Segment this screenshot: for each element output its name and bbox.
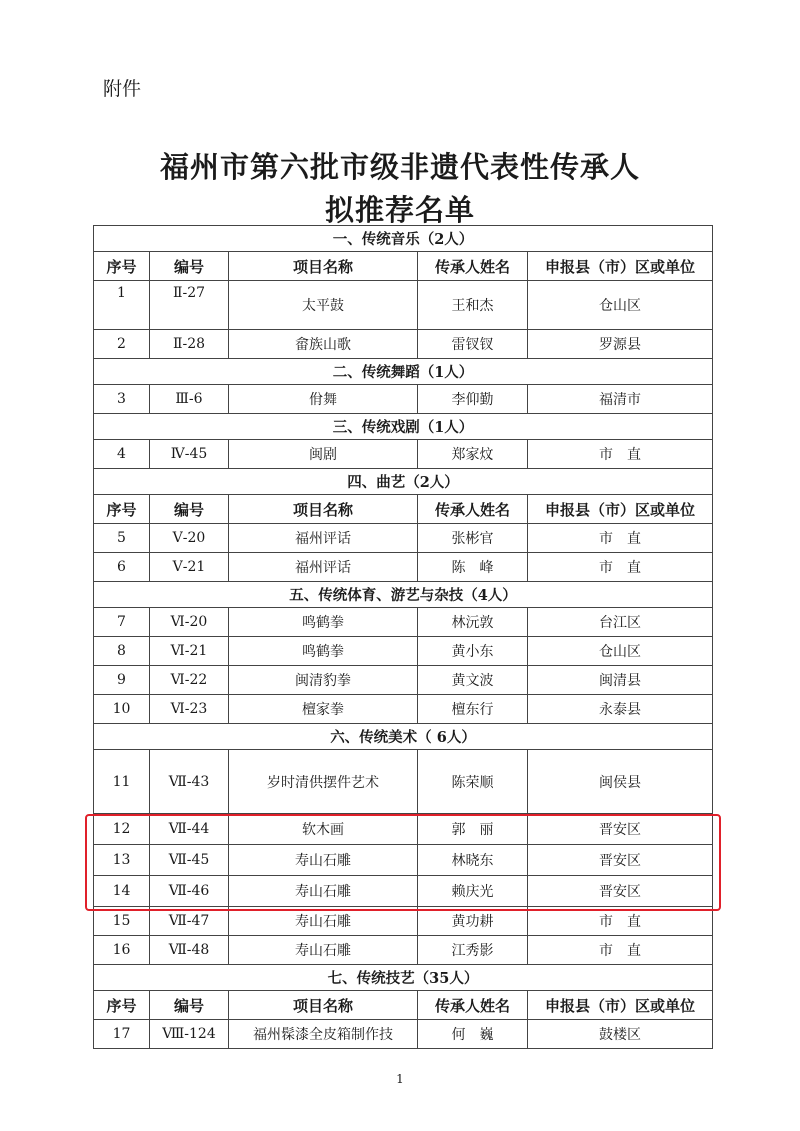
inheritor-name: 李仰勤: [418, 385, 528, 414]
reporting-unit: 仓山区: [528, 281, 713, 330]
inheritor-name: 檀东行: [418, 695, 528, 724]
reporting-unit: 市 直: [528, 907, 713, 936]
column-header-reporting-unit: 申报县（市）区或单位: [528, 991, 713, 1020]
item-code: Ⅵ-20: [150, 608, 229, 637]
project-name: 闽剧: [229, 440, 418, 469]
inheritor-name: 陈荣顺: [418, 750, 528, 814]
inheritor-name: 郑家炆: [418, 440, 528, 469]
reporting-unit: 市 直: [528, 524, 713, 553]
reporting-unit: 晋安区: [528, 845, 713, 876]
row-number: 13: [94, 845, 150, 876]
item-code: Ⅴ-20: [150, 524, 229, 553]
item-code: Ⅴ-21: [150, 553, 229, 582]
table-row: [94, 936, 713, 965]
column-header-row-number: 序号: [94, 495, 150, 524]
reporting-unit: 鼓楼区: [528, 1020, 713, 1049]
reporting-unit: 罗源县: [528, 330, 713, 359]
section-title-row: [94, 582, 713, 608]
item-code: Ⅵ-23: [150, 695, 229, 724]
column-header-project-name: 项目名称: [229, 252, 418, 281]
reporting-unit: 仓山区: [528, 637, 713, 666]
section-title-row: [94, 469, 713, 495]
row-number: 17: [94, 1020, 150, 1049]
nominee-table: [93, 225, 713, 1049]
row-number: 10: [94, 695, 150, 724]
section-title-row: [94, 226, 713, 252]
section-title: 二、传统舞蹈（1人）: [94, 359, 713, 385]
nominee-table-body: [94, 226, 713, 1049]
reporting-unit: 台江区: [528, 608, 713, 637]
table-row: [94, 330, 713, 359]
reporting-unit: 福清市: [528, 385, 713, 414]
item-code: Ⅶ-43: [150, 750, 229, 814]
row-number: 7: [94, 608, 150, 637]
project-name: 福州评话: [229, 553, 418, 582]
column-header-row: [94, 991, 713, 1020]
project-name: 福州评话: [229, 524, 418, 553]
column-header-project-name: 项目名称: [229, 495, 418, 524]
inheritor-name: 黄小东: [418, 637, 528, 666]
reporting-unit: 市 直: [528, 440, 713, 469]
attachment-label: 附件: [103, 78, 142, 100]
reporting-unit: 晋安区: [528, 814, 713, 845]
column-header-inheritor-name: 传承人姓名: [418, 991, 528, 1020]
inheritor-name: 何 巍: [418, 1020, 528, 1049]
project-name: 檀家拳: [229, 695, 418, 724]
section-title: 一、传统音乐（2人）: [94, 226, 713, 252]
row-number: 1: [94, 281, 150, 330]
table-row: [94, 281, 713, 330]
column-header-inheritor-name: 传承人姓名: [418, 252, 528, 281]
column-header-item-code: 编号: [150, 252, 229, 281]
table-row: [94, 637, 713, 666]
inheritor-name: 赖庆光: [418, 876, 528, 907]
column-header-row: [94, 495, 713, 524]
item-code: Ⅶ-47: [150, 907, 229, 936]
table-row: [94, 608, 713, 637]
section-title: 四、曲艺（2人）: [94, 469, 713, 495]
reporting-unit: 闽侯县: [528, 750, 713, 814]
item-code: Ⅶ-45: [150, 845, 229, 876]
table-row: [94, 440, 713, 469]
row-number: 8: [94, 637, 150, 666]
section-title-row: [94, 965, 713, 991]
reporting-unit: 市 直: [528, 553, 713, 582]
column-header-row: [94, 252, 713, 281]
item-code: Ⅶ-44: [150, 814, 229, 845]
highlight-box: [85, 814, 721, 911]
project-name: 寿山石雕: [229, 936, 418, 965]
reporting-unit: 闽清县: [528, 666, 713, 695]
inheritor-name: 黄文波: [418, 666, 528, 695]
table-row: [94, 1020, 713, 1049]
column-header-inheritor-name: 传承人姓名: [418, 495, 528, 524]
row-number: 12: [94, 814, 150, 845]
item-code: Ⅵ-22: [150, 666, 229, 695]
item-code: Ⅱ-27: [150, 281, 229, 330]
section-title-row: [94, 724, 713, 750]
row-number: 16: [94, 936, 150, 965]
document-title-line2: 拟推荐名单: [324, 193, 475, 227]
inheritor-name: 陈 峰: [418, 553, 528, 582]
reporting-unit: 市 直: [528, 936, 713, 965]
row-number: 5: [94, 524, 150, 553]
inheritor-name: 王和杰: [418, 281, 528, 330]
project-name: 闽清豹拳: [229, 666, 418, 695]
column-header-item-code: 编号: [150, 495, 229, 524]
row-number: 2: [94, 330, 150, 359]
section-title: 五、传统体育、游艺与杂技（4人）: [94, 582, 713, 608]
reporting-unit: 永泰县: [528, 695, 713, 724]
item-code: Ⅵ-21: [150, 637, 229, 666]
column-header-row-number: 序号: [94, 991, 150, 1020]
section-title-row: [94, 359, 713, 385]
item-code: Ⅷ-124: [150, 1020, 229, 1049]
inheritor-name: 张彬官: [418, 524, 528, 553]
row-number: 6: [94, 553, 150, 582]
table-row: [94, 695, 713, 724]
column-header-project-name: 项目名称: [229, 991, 418, 1020]
inheritor-name: 郭 丽: [418, 814, 528, 845]
inheritor-name: 林沅敦: [418, 608, 528, 637]
table-row: [94, 524, 713, 553]
table-row: [94, 666, 713, 695]
reporting-unit: 晋安区: [528, 876, 713, 907]
project-name: 软木画: [229, 814, 418, 845]
inheritor-name: 江秀影: [418, 936, 528, 965]
project-name: 寿山石雕: [229, 845, 418, 876]
column-header-reporting-unit: 申报县（市）区或单位: [528, 252, 713, 281]
row-number: 11: [94, 750, 150, 814]
project-name: 太平鼓: [229, 281, 418, 330]
section-title-row: [94, 414, 713, 440]
project-name: 岁时清供摆件艺术: [229, 750, 418, 814]
row-number: 9: [94, 666, 150, 695]
project-name: 鸣鹤拳: [229, 608, 418, 637]
table-row: [94, 385, 713, 414]
project-name: 佾舞: [229, 385, 418, 414]
item-code: Ⅳ-45: [150, 440, 229, 469]
project-name: 寿山石雕: [229, 876, 418, 907]
project-name: 寿山石雕: [229, 907, 418, 936]
table-row: [94, 750, 713, 814]
item-code: Ⅱ-28: [150, 330, 229, 359]
row-number: 15: [94, 907, 150, 936]
item-code: Ⅶ-46: [150, 876, 229, 907]
column-header-reporting-unit: 申报县（市）区或单位: [528, 495, 713, 524]
project-name: 福州髹漆全皮箱制作技: [229, 1020, 418, 1049]
row-number: 14: [94, 876, 150, 907]
item-code: Ⅲ-6: [150, 385, 229, 414]
inheritor-name: 雷钗钗: [418, 330, 528, 359]
page-number: 1: [396, 1072, 404, 1086]
project-name: 鸣鹤拳: [229, 637, 418, 666]
section-title: 六、传统美术（ 6人）: [94, 724, 713, 750]
item-code: Ⅶ-48: [150, 936, 229, 965]
column-header-item-code: 编号: [150, 991, 229, 1020]
section-title: 三、传统戏剧（1人）: [94, 414, 713, 440]
table-row: [94, 553, 713, 582]
column-header-row-number: 序号: [94, 252, 150, 281]
row-number: 4: [94, 440, 150, 469]
inheritor-name: 林晓东: [418, 845, 528, 876]
project-name: 畲族山歌: [229, 330, 418, 359]
inheritor-name: 黄功耕: [418, 907, 528, 936]
document-title-line1: 福州市第六批市级非遗代表性传承人: [159, 150, 640, 184]
row-number: 3: [94, 385, 150, 414]
section-title: 七、传统技艺（35人）: [94, 965, 713, 991]
